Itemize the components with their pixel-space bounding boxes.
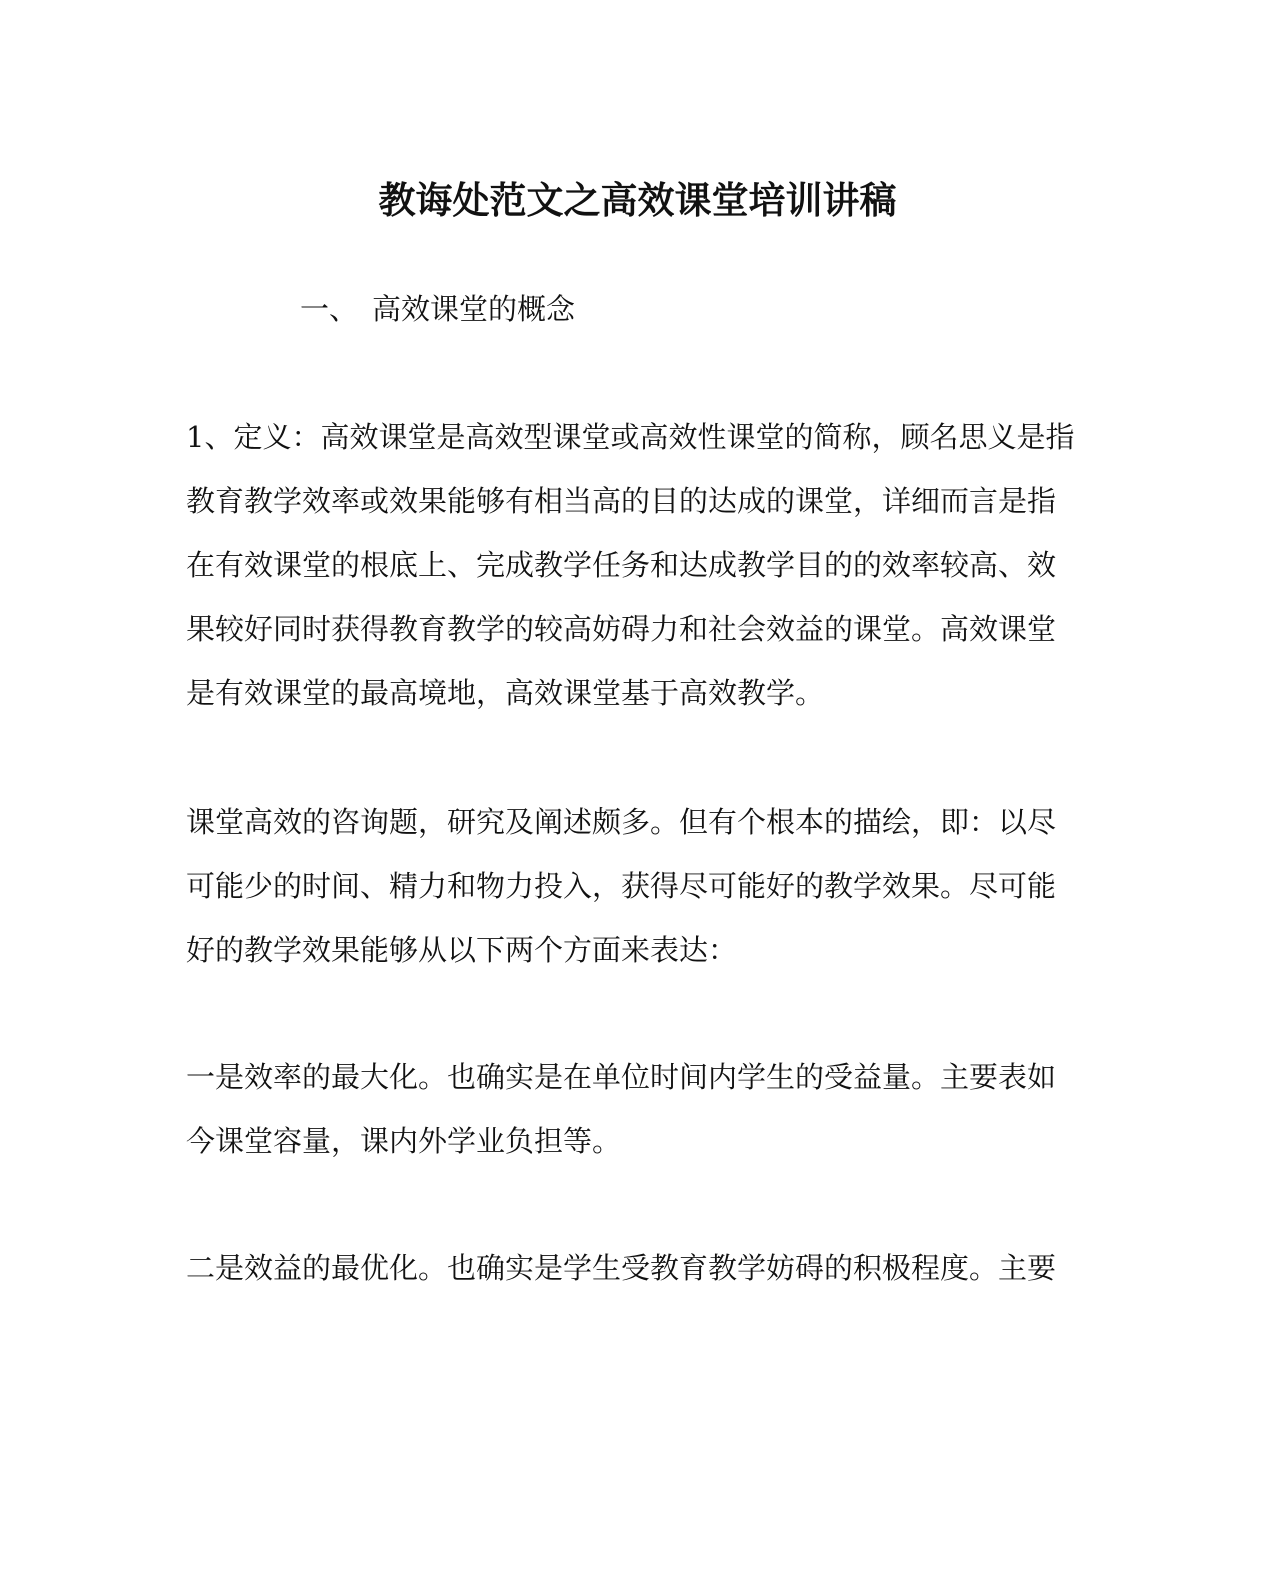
section-number: 一、 [300,292,359,326]
paragraph-line: 一是效率的最大化。也确实是在单位时间内学生的受益量。主要表如 [186,1060,1057,1094]
paragraph-description [186,790,1086,982]
paragraph-line: 1、定义：高效课堂是高效型课堂或高效性课堂的简称，顾名思义是指 [186,420,1075,454]
paragraph-benefit [186,1236,1086,1300]
document-title: 教诲处范文之高效课堂培训讲稿 [378,178,897,222]
paragraph-line: 今课堂容量，课内外学业负担等。 [186,1124,622,1158]
paragraph-line: 二是效益的最优化。也确实是学生受教育教学妨碍的积极程度。主要 [186,1251,1057,1285]
section-heading-text: 高效课堂的概念 [372,292,576,326]
paragraph-efficiency [186,1045,1086,1173]
paragraph-line: 是有效课堂的最高境地，高效课堂基于高效教学。 [186,676,825,710]
paragraph-line: 在有效课堂的根底上、完成教学任务和达成教学目的的效率较高、效 [186,548,1057,582]
paragraph-line: 教育教学效率或效果能够有相当高的目的达成的课堂，详细而言是指 [186,484,1057,518]
paragraph-line: 可能少的时间、精力和物力投入，获得尽可能好的教学效果。尽可能 [186,869,1057,903]
paragraph-line: 果较好同时获得教育教学的较高妨碍力和社会效益的课堂。高效课堂 [186,612,1057,646]
section-heading [300,285,575,333]
paragraph-definition [186,405,1086,725]
paragraph-line: 课堂高效的咨询题，研究及阐述颇多。但有个根本的描绘，即：以尽 [186,805,1057,839]
paragraph-line: 好的教学效果能够从以下两个方面来表达： [186,933,738,967]
